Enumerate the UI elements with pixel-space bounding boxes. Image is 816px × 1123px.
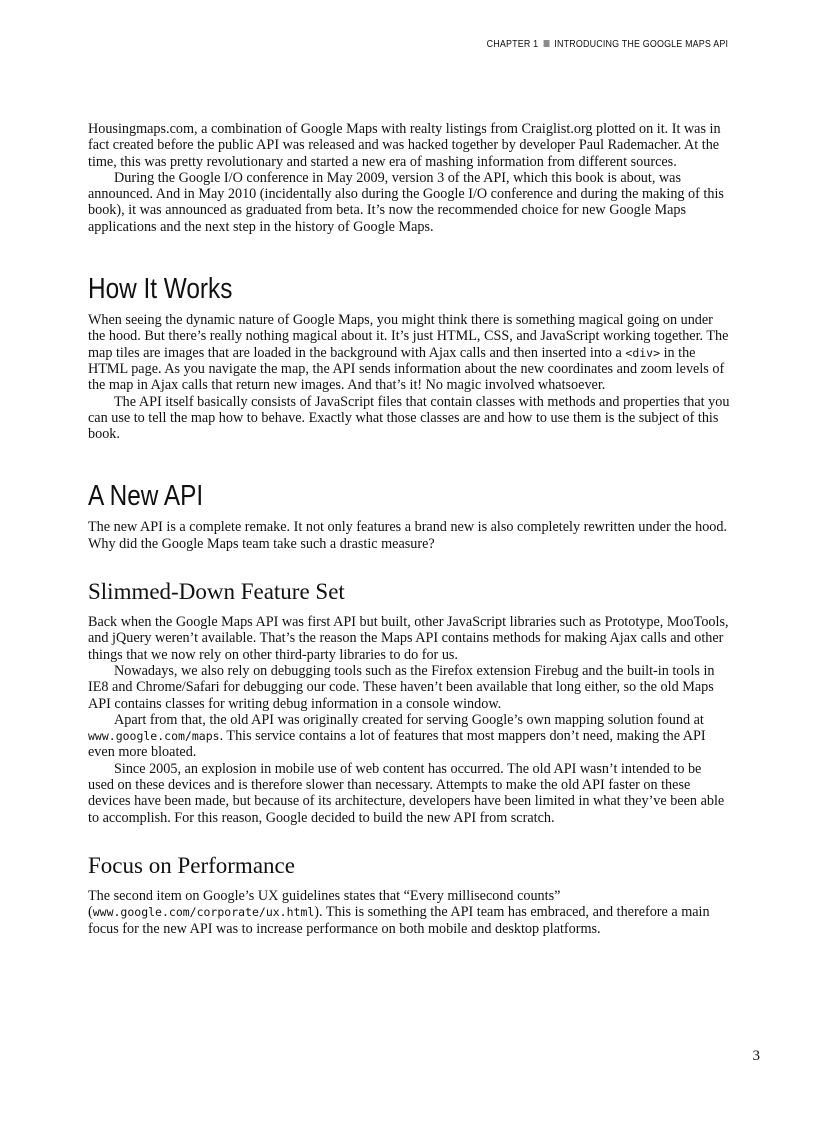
separator-square-icon xyxy=(543,40,549,47)
slimmed-down-paragraph-1: Back when the Google Maps API was first API but built, other JavaScript libraries such as Prototype, MooTools, and jQuery weren’t available. That’s the reason the Maps API contains methods for making Ajax calls and other things that we now rely on other third-party libraries to do for us. xyxy=(88,614,729,663)
slimmed-down-paragraph-3 xyxy=(88,712,730,761)
heading-a-new-api: A New API xyxy=(88,480,204,513)
running-header xyxy=(487,38,728,50)
text-run: Apart from that, the old API was originally created for serving Google’s own mapping solution found at xyxy=(114,711,704,728)
how-it-works-paragraph-1 xyxy=(88,312,730,393)
text-run: When seeing the dynamic nature of Google Maps, you might think there is something magical going on under the hood. But there’s really nothing magical about it. It’s just HTML, CSS, and JavaScript working together. The map tiles are images that are loaded in the background with Ajax calls and then inserted into a xyxy=(88,312,729,361)
heading-focus-on-performance: Focus on Performance xyxy=(88,852,295,878)
body-text xyxy=(88,121,730,937)
performance-paragraph-1 xyxy=(88,888,730,937)
chapter-title: INTRODUCING THE GOOGLE MAPS API xyxy=(554,38,728,50)
text-run: ). This is something the API team has embraced, and therefore a main focus for the new API was to increase performance on both mobile and desktop platforms. xyxy=(88,904,710,937)
heading-slimmed-down-feature-set: Slimmed-Down Feature Set xyxy=(88,579,345,605)
text-run: The second item on Google’s UX guidelines states that “Every millisecond counts” ( xyxy=(88,887,561,921)
page-number: 3 xyxy=(752,1048,760,1064)
intro-paragraph-1: Housingmaps.com, a combination of Google Maps with realty listings from Craiglist.org plotted on it. It was in fact created before the public API was released and was hacked together by developer Paul Rademacher. At the time, this was pretty revolutionary and started a new era of mashing information from different sources. xyxy=(88,121,721,170)
inline-code: www.google.com/corporate/ux.html xyxy=(92,905,315,920)
heading-how-it-works: How It Works xyxy=(88,273,233,306)
how-it-works-paragraph-2: The API itself basically consists of JavaScript files that contain classes with methods and properties that you can use to tell the map how to behave. Exactly what those classes are and how to use them is the subject of this book. xyxy=(88,393,730,443)
slimmed-down-paragraph-2: Nowadays, we also rely on debugging tools such as the Firefox extension Firebug and the built-in tools in IE8 and Chrome/Safari for debugging our code. These haven’t been available that long either, so the old Maps API contains classes for writing debug information in a console window. xyxy=(88,662,715,712)
text-run: . This service contains a lot of features that most mappers don’t need, making the API even more bloated. xyxy=(88,728,706,761)
inline-code: <div> xyxy=(625,345,661,360)
new-api-paragraph-1: The new API is a complete remake. It not only features a brand new is also completely rewritten under the hood. Why did the Google Maps team take such a drastic measure? xyxy=(88,519,728,552)
intro-paragraph-2: During the Google I/O conference in May 2009, version 3 of the API, which this book is about, was announced. And in May 2010 (incidentally also during the Google I/O conference and during the making of this book), it was announced as graduated from beta. It’s now the recommended choice for new Google Maps applications and the next step in the history of Google Maps. xyxy=(88,169,724,235)
chapter-label: CHAPTER 1 xyxy=(486,38,539,50)
inline-code: www.google.com/maps xyxy=(88,729,220,744)
text-run: in the HTML page. As you navigate the map, the API sends information about the new coordinates and zoom levels of the map in Ajax calls that return new images. And that’s it! No magic involved whatsoever. xyxy=(88,344,725,394)
slimmed-down-paragraph-4: Since 2005, an explosion in mobile use of web content has occurred. The old API wasn’t intended to be used on these devices and is therefore slower than necessary. Attempts to make the old API faster on these devices have been made, but because of its architecture, developers have been limited in what they’ve been able to accomplish. For this reason, Google decided to build the new API from scratch. xyxy=(88,760,725,826)
